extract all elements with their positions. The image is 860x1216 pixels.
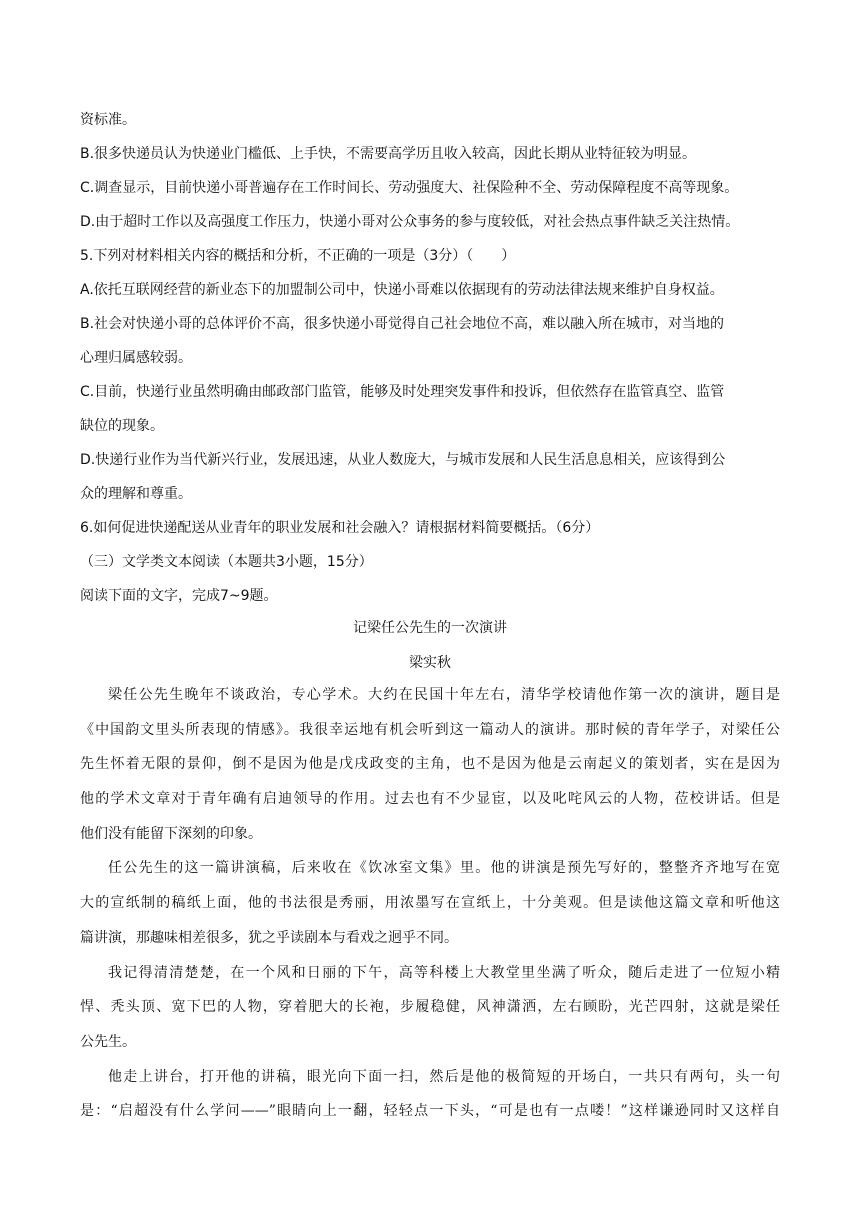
paragraph-line: 悍、秃头顶、宽下巴的人物，穿着肥大的长袍，步履稳健，风神潇洒，左右顾盼，光芒四射，这就是梁任 [80,999,780,1016]
question-5-stem: 5.下列对材料相关内容的概括和分析，不正确的一项是（3分）（ ） [80,248,516,264]
option-b-continued: 心理归属感较弱。 [80,350,192,366]
option-d-line: D.快递行业作为当代新兴行业，发展迅速，从业人数庞大，与城市发展和人民生活息息相关，应该得到公 [80,452,726,468]
text-line: 资标准。 [80,112,136,128]
option-a-line: A.依托互联网经营的新业态下的加盟制公司中，快递小哥难以依据现有的劳动法律法规来维护自身权益。 [80,282,724,298]
paragraph-line: 《中国韵文里头所表现的情感》。我很幸运地有机会听到这一篇动人的演讲。那时候的青年学子，对梁任公 [80,721,780,738]
paragraph-line: 我记得清清楚楚，在一个风和日丽的下午，高等科楼上大教堂里坐满了听众，随后走进了一位短小精 [108,964,780,981]
option-d-line: D.由于超时工作以及高强度工作压力，快递小哥对公众事务的参与度较低，对社会热点事件缺乏关注热情。 [80,214,740,230]
paragraph-line: 他走上讲台，打开他的讲稿，眼光向下面一扫，然后是他的极简短的开场白，一共只有两句，头一句 [108,1068,780,1085]
paragraph-line: 梁任公先生晚年不谈政治，专心学术。大约在民国十年左右，清华学校请他作第一次的演讲，题目是 [108,687,780,703]
article-title: 记梁任公先生的一次演讲 [353,620,507,636]
option-b-line: B.很多快递员认为快递业门槛低、上手快，不需要高学历且收入较高，因此长期从业特征较为明显。 [80,146,697,162]
paragraph-line: 他的学术文章对于青年确有启迪领导的作用。过去也有不少显宦，以及叱咤风云的人物，莅校讲话。但是 [80,791,780,808]
option-d-continued: 众的理解和尊重。 [80,486,192,502]
paragraph-line: 他们没有能留下深刻的印象。 [80,825,262,842]
question-block [80,103,780,613]
paragraph-line: 公先生。 [80,1033,136,1050]
question-6-stem: 6.如何促进快递配送从业青年的职业发展和社会融入？请根据材料简要概括。（6分） [80,520,600,536]
reading-instruction: 阅读下面的文字，完成7~9题。 [80,588,278,604]
section-heading: （三）文学类文本阅读（本题共3小题，15分） [80,554,373,570]
option-c-continued: 缺位的现象。 [80,418,164,434]
paragraph-line: 是：“启超没有什么学问——”眼睛向上一翻，轻轻点一下头，“可是也有一点喽！”这样谦逊同时又这样自 [80,1103,780,1120]
option-c-line: C.调查显示，目前快递小哥普遍存在工作时间长、劳动强度大、社保险种不全、劳动保障程度不高等现象。 [80,180,739,196]
paragraph-line: 大的宣纸制的稿纸上面，他的书法很是秀丽，用浓墨写在宣纸上，十分美观。但是读他这篇文章和听他这 [80,895,780,912]
article-author: 梁实秋 [409,655,451,671]
paragraph-line: 任公先生的这一篇讲演稿，后来收在《饮冰室文集》里。他的讲演是预先写好的，整整齐齐地写在宽 [108,860,780,877]
article-body [80,678,780,1129]
option-b-line: B.社会对快递小哥的总体评价不高，很多快递小哥觉得自己社会地位不高，难以融入所在城市，对当地的 [80,316,725,332]
option-c-line: C.目前，快递行业虽然明确由邮政部门监管，能够及时处理突发事件和投诉，但依然存在监管真空、监管 [80,384,725,400]
paragraph-line: 篇讲演，那趣味相差很多，犹之乎读剧本与看戏之迥乎不同。 [80,929,458,946]
paragraph-line: 先生怀着无限的景仰，倒不是因为他是戊戌政变的主角，也不是因为他是云南起义的策划者，实在是因为 [80,756,780,773]
